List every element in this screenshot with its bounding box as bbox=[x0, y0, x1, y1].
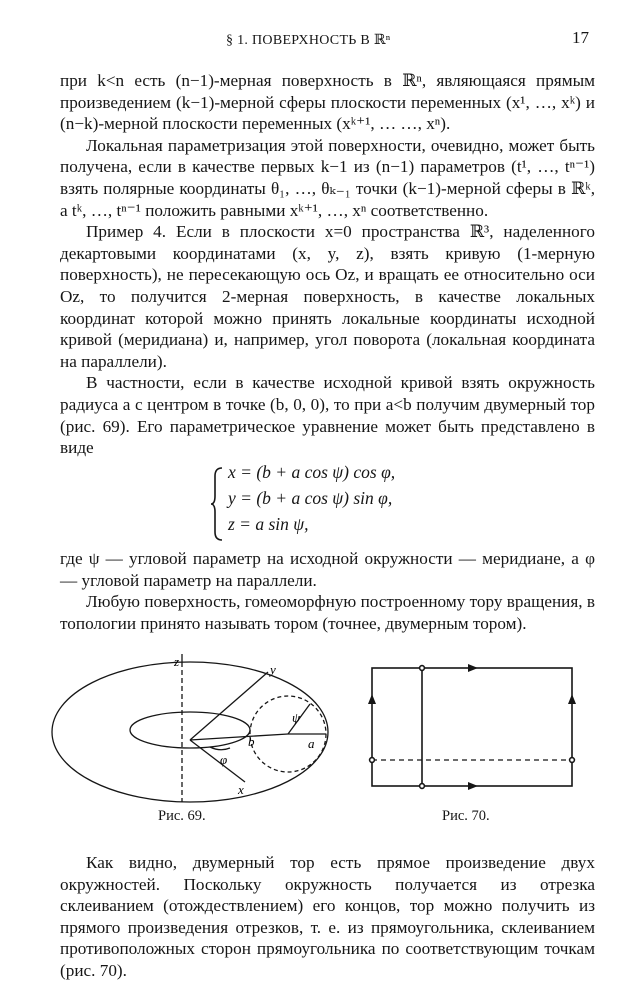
label-y: y bbox=[270, 662, 276, 677]
arrow-up-right bbox=[568, 694, 576, 704]
equation-x: x = (b + a cos ψ) cos φ, bbox=[228, 462, 396, 482]
label-phi: φ bbox=[220, 752, 228, 767]
point bbox=[420, 666, 425, 671]
arrow-up-left bbox=[368, 694, 376, 704]
label-psi: ψ bbox=[292, 710, 301, 725]
torus-inner-contour bbox=[130, 712, 250, 748]
text-block-mid bbox=[60, 548, 595, 634]
paragraph: Локальная параметризация этой поверхности, очевидно, может быть получена, если в качестве первых k−1 из (n−1) параметров (t¹, …, tⁿ⁻¹) взять полярные координаты θ₁, …, θₖ₋₁ точки (k−1)-мерной сферы в ℝᵏ, а tᵏ, …, tⁿ⁻¹ положить равными xᵏ⁺¹, …, xⁿ соответственно. bbox=[60, 135, 595, 220]
angle-phi-arc bbox=[210, 747, 230, 750]
equation-y: y = (b + a cos ψ) sin φ, bbox=[228, 488, 393, 508]
axis-y bbox=[190, 672, 268, 740]
rectangle-outline bbox=[372, 668, 572, 786]
torus-equations bbox=[210, 462, 450, 542]
arrow-right-bottom bbox=[468, 782, 478, 790]
left-brace bbox=[210, 466, 224, 542]
paragraph: Как видно, двумерный тор есть прямое произведение двух окружностей. Поскольку окружность получается из отрезка склеиванием (отождествлением) его концов, тор можно получить из прямого произведения отрезков, т. е. из прямоугольника, склеиванием противоположных сторон прямоугольника по соответствующим точкам (рис. 70). bbox=[60, 853, 595, 980]
running-title: § 1. ПОВЕРХНОСТЬ В ℝⁿ bbox=[226, 33, 391, 48]
label-a: a bbox=[308, 736, 315, 751]
text-block-top bbox=[60, 70, 595, 459]
figure-69-caption: Рис. 69. bbox=[158, 808, 206, 824]
label-x: x bbox=[238, 782, 244, 797]
paragraph: Любую поверхность, гомеоморфную построенному тору вращения, в топологии принято называть тором (точнее, двумерным тором). bbox=[60, 592, 595, 633]
text-block-bottom bbox=[60, 852, 595, 982]
paragraph: при k<n есть (n−1)-мерная поверхность в ℝⁿ, являющаяся прямым произведением (k−1)-мерной сферы плоскости переменных (x¹, …, xᵏ) и (n−k)-мерной плоскости переменных (xᵏ⁺¹, … …, xⁿ). bbox=[60, 71, 595, 134]
equation-z: z = a sin ψ, bbox=[228, 514, 309, 534]
paragraph: где ψ — угловой параметр на исходной окружности — меридиане, а φ — угловой параметр на параллели. bbox=[60, 549, 595, 590]
point bbox=[420, 784, 425, 789]
point bbox=[570, 758, 575, 763]
point bbox=[370, 758, 375, 763]
page-number: 17 bbox=[572, 28, 589, 47]
paragraph-example-4: Пример 4. Если в плоскости x=0 пространства ℝ³, наделенного декартовыми координатами (x, y, z), взять кривую (1-мерную поверхность), не пересекающую ось Oz, и вращать ее относительно оси Oz, то получится 2-мерная поверхность, в качестве локальных координат которой можно принять локальные координаты исходной кривой (меридиана) и, например, угол поворота (локальная координата на параллели). bbox=[60, 222, 595, 371]
figure-70-caption: Рис. 70. bbox=[442, 808, 490, 824]
paragraph: В частности, если в качестве исходной кривой взять окружность радиуса a с центром в точке (b, 0, 0), то при a<b получим двумерный тор (рис. 69). Его параметрическое уравнение может быть представлено в виде bbox=[60, 373, 595, 458]
torus-outer-contour bbox=[52, 662, 328, 802]
page-header bbox=[0, 26, 628, 50]
label-z: z bbox=[174, 654, 180, 669]
figure-70-rectangle bbox=[368, 664, 588, 804]
label-b: b bbox=[248, 734, 255, 749]
radius-b bbox=[190, 734, 288, 740]
figures bbox=[40, 652, 600, 827]
arrow-right-top bbox=[468, 664, 478, 672]
